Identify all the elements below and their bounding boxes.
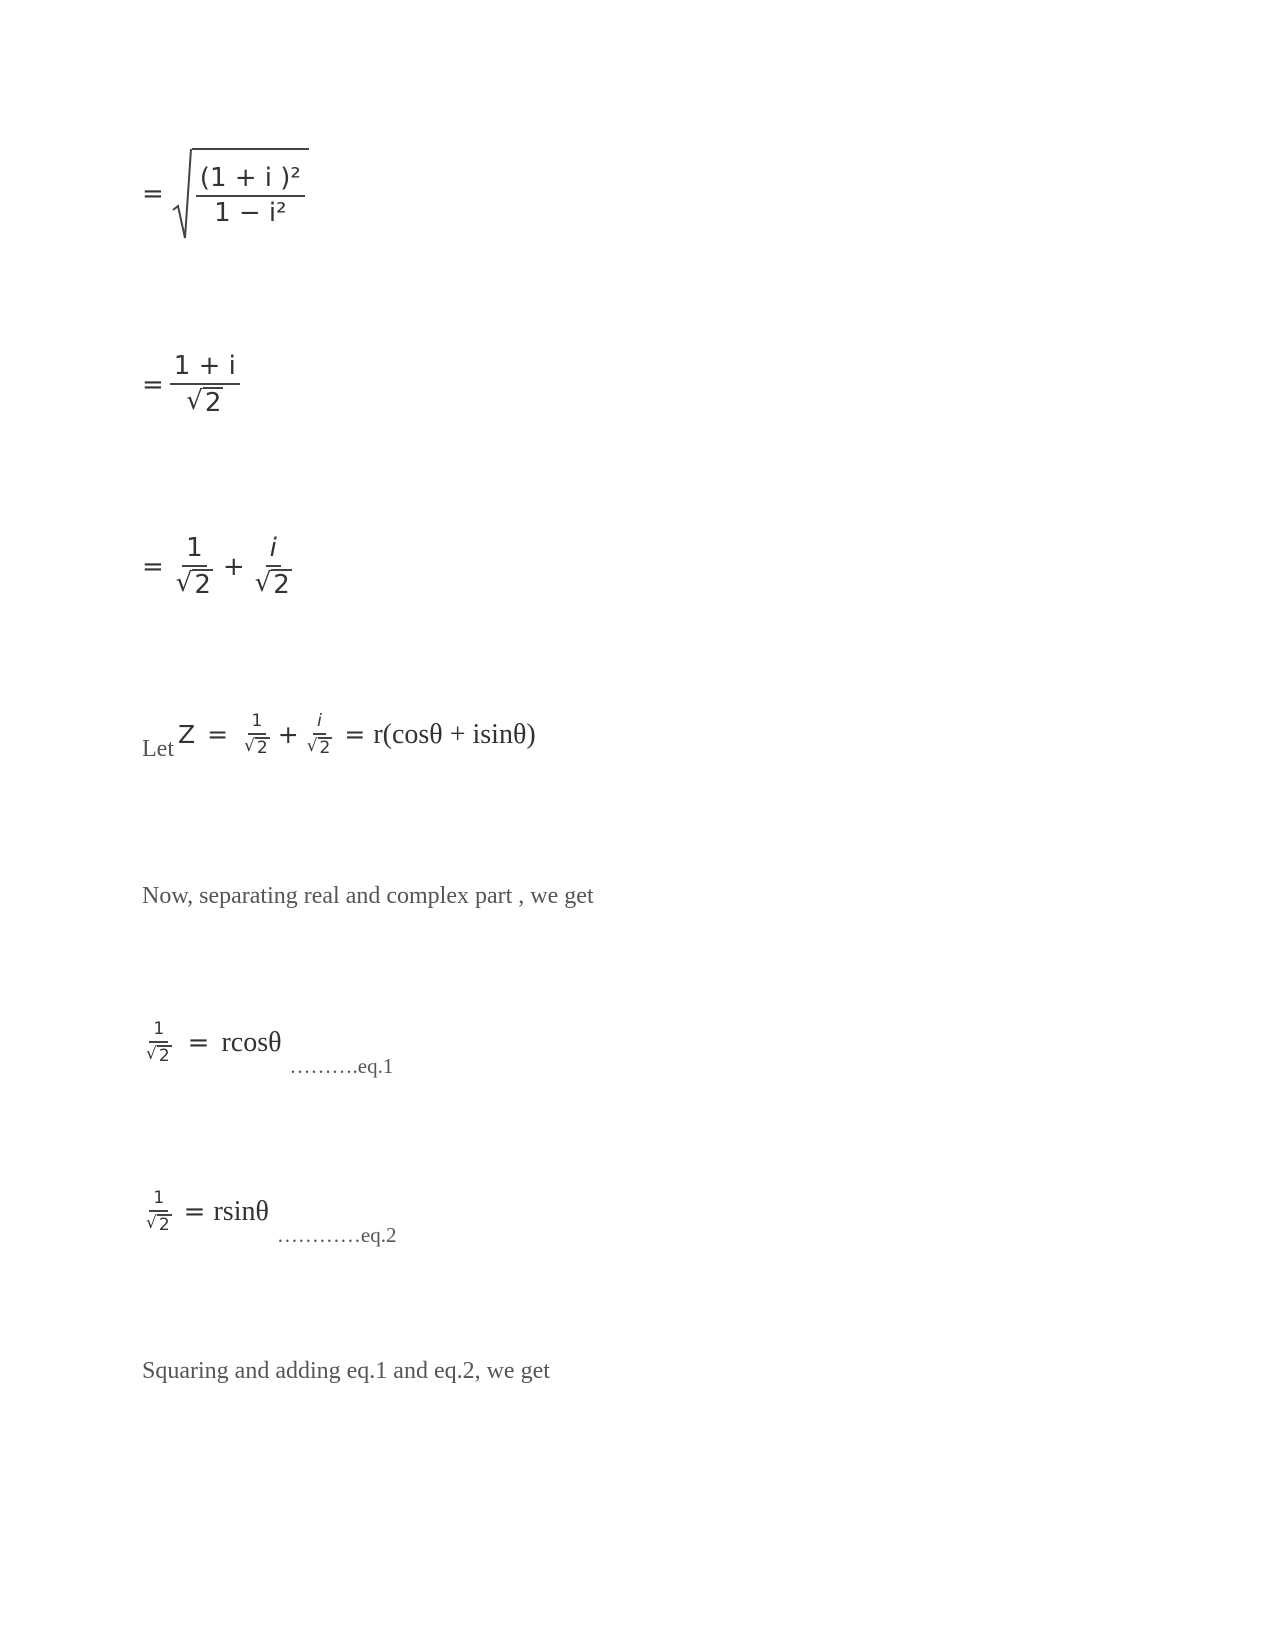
equals-sign: = [344,720,366,750]
fraction-denominator: √ 2 [254,567,290,600]
radicand: 2 [319,737,331,758]
eq2-tag: …………eq.2 [276,1223,397,1247]
fraction-numerator: 1 [182,534,207,567]
radicand: 2 [204,387,222,418]
fraction [142,1020,176,1065]
fraction-a [172,534,217,599]
fraction-denominator: √ 2 [186,385,222,418]
fraction-denominator: √ 2 [146,1043,170,1066]
fraction-denominator: √ 2 [244,735,268,758]
radicand: 2 [158,1045,170,1066]
plus-sign: + [277,720,299,750]
equation-line-eq1 [142,1020,393,1079]
square-root [172,148,309,240]
equation-line-1 [142,148,309,240]
variable-z: Z [177,720,196,750]
rhs-expression: rsinθ [213,1195,269,1227]
equation-line-3 [142,534,296,599]
plus-sign: + [222,551,245,582]
fraction-numerator: (1 + i )² [196,164,305,197]
fraction-numerator: 1 [248,712,267,735]
polar-form: r(cosθ + isinθ) [373,718,536,750]
fraction-numerator: 1 + i [170,352,240,385]
radicand: 2 [158,1214,170,1235]
equals-sign: = [207,720,229,750]
radicand: 2 [273,569,290,600]
fraction-a [240,712,274,757]
let-label: Let [142,736,174,763]
radicand: 2 [256,737,268,758]
fraction-numerator: i [266,534,281,567]
equation-line-4 [142,711,536,763]
fraction [142,1189,176,1234]
fraction-denominator: 1 − i² [214,198,287,228]
eq1-tag: ……….eq.1 [289,1054,394,1078]
equation-line-eq2 [142,1189,396,1248]
fraction-numerator: i [313,712,326,735]
fraction-numerator: 1 [149,1189,168,1212]
equals-sign: = [183,1196,206,1227]
fraction-denominator: √ 2 [146,1212,170,1235]
fraction-denominator: √ 2 [175,567,211,600]
radicand: 2 [194,569,211,600]
equals-sign: = [187,1027,210,1058]
fraction-b [251,534,296,599]
fraction [170,352,240,417]
equals-sign: = [142,551,164,582]
fraction-numerator: 1 [149,1020,168,1043]
rhs-expression: rcosθ [221,1026,282,1058]
fraction-b [303,712,337,757]
fraction-denominator: √ 2 [306,735,331,758]
separation-text: Now, separating real and complex part , we get [142,883,594,909]
radical-sign-icon [172,148,192,240]
equation-line-2 [142,352,240,417]
squaring-text: Squaring and adding eq.1 and eq.2, we get [142,1358,550,1384]
root-fraction [196,164,305,227]
equals-sign: = [142,369,164,400]
equals-sign: = [142,179,164,209]
